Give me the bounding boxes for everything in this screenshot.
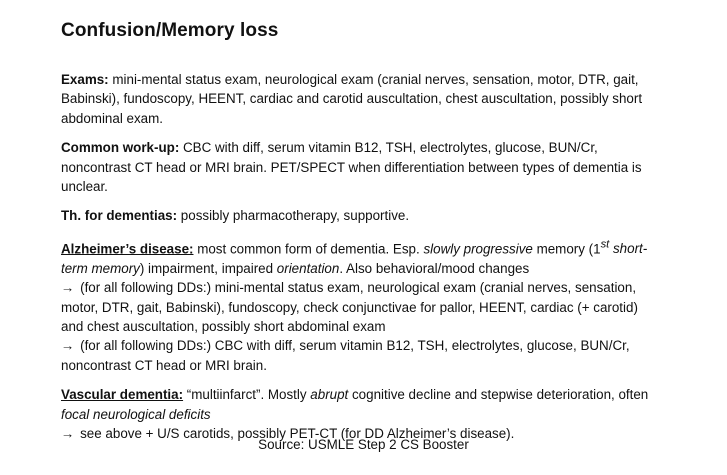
alzheimers-emphasis-progressive: slowly progressive: [423, 241, 533, 257]
workup-label: Common work-up:: [61, 140, 180, 156]
alzheimers-paragraph: [61, 236, 661, 375]
vascular-emphasis-focal: focal neurological deficits: [61, 406, 211, 422]
workup-text: CBC with diff, serum vitamin B12, TSH, electrolytes, glucose, BUN/Cr, noncontrast CT head or MRI brain. PET/SPECT when differentiation between types of dementia is unclear.: [61, 140, 642, 195]
vascular-text-1: “multiinfarct”. Mostly: [183, 387, 311, 403]
therapy-paragraph: [61, 206, 661, 225]
page-title: Confusion/Memory loss: [61, 20, 279, 41]
alzheimers-workup-text: (for all following DDs:) CBC with diff, serum vitamin B12, TSH, electrolytes, glucose, BUN/Cr, noncontrast CT head or MRI brain.: [61, 338, 630, 373]
alzheimers-workup-line: [61, 336, 661, 375]
right-arrow-icon: →: [61, 425, 75, 441]
alzheimers-label: Alzheimer’s disease:: [61, 241, 194, 257]
alzheimers-text-1: most common form of dementia. Esp.: [193, 241, 424, 257]
vascular-workup-text: see above + U/S carotids, possibly PET-CT (for DD Alzheimer’s disease).: [76, 425, 515, 441]
alzheimers-text-8: . Also behavioral/mood changes: [339, 260, 530, 276]
vascular-label: Vascular dementia:: [61, 387, 184, 403]
therapy-text: possibly pharmacotherapy, supportive.: [177, 208, 410, 224]
vascular-text-3: cognitive decline and stepwise deterioration, often: [348, 387, 649, 403]
alzheimers-exam-line: [61, 278, 661, 336]
alzheimers-emphasis-orientation: orientation: [276, 260, 340, 276]
alzheimers-text-3: memory (1: [532, 241, 601, 257]
exams-text: mini-mental status exam, neurological exam (cranial nerves, sensation, motor, DTR, gait, Babinski), fundoscopy, HEENT, cardiac and carotid auscultation, chest auscultation, possibly short abdominal exam.: [61, 72, 643, 126]
alzheimers-exam-text: (for all following DDs:) mini-mental status exam, neurological exam (cranial nerves, sensation, motor, DTR, gait, Babinski), fundoscopy, check conjunctivae for pallor, HEENT, cardiac (+ carotid) and chest auscultation, possibly short abdominal exam: [61, 280, 638, 334]
right-arrow-icon: →: [61, 338, 75, 354]
document-body: [61, 70, 661, 453]
exams-paragraph: [61, 70, 661, 128]
source-caption: Source: USMLE Step 2 CS Booster: [258, 437, 469, 452]
therapy-label: Th. for dementias:: [61, 208, 178, 224]
alzheimers-emphasis-short-term: short-term memory: [61, 241, 648, 276]
workup-paragraph: [61, 138, 661, 196]
alzheimers-superscript: st: [600, 238, 610, 251]
vascular-emphasis-abrupt: abrupt: [310, 387, 349, 403]
exams-label: Exams:: [61, 72, 109, 87]
alzheimers-text-6: ) impairment, impaired: [139, 260, 277, 276]
vascular-paragraph: [61, 385, 661, 443]
right-arrow-icon: →: [61, 280, 75, 296]
